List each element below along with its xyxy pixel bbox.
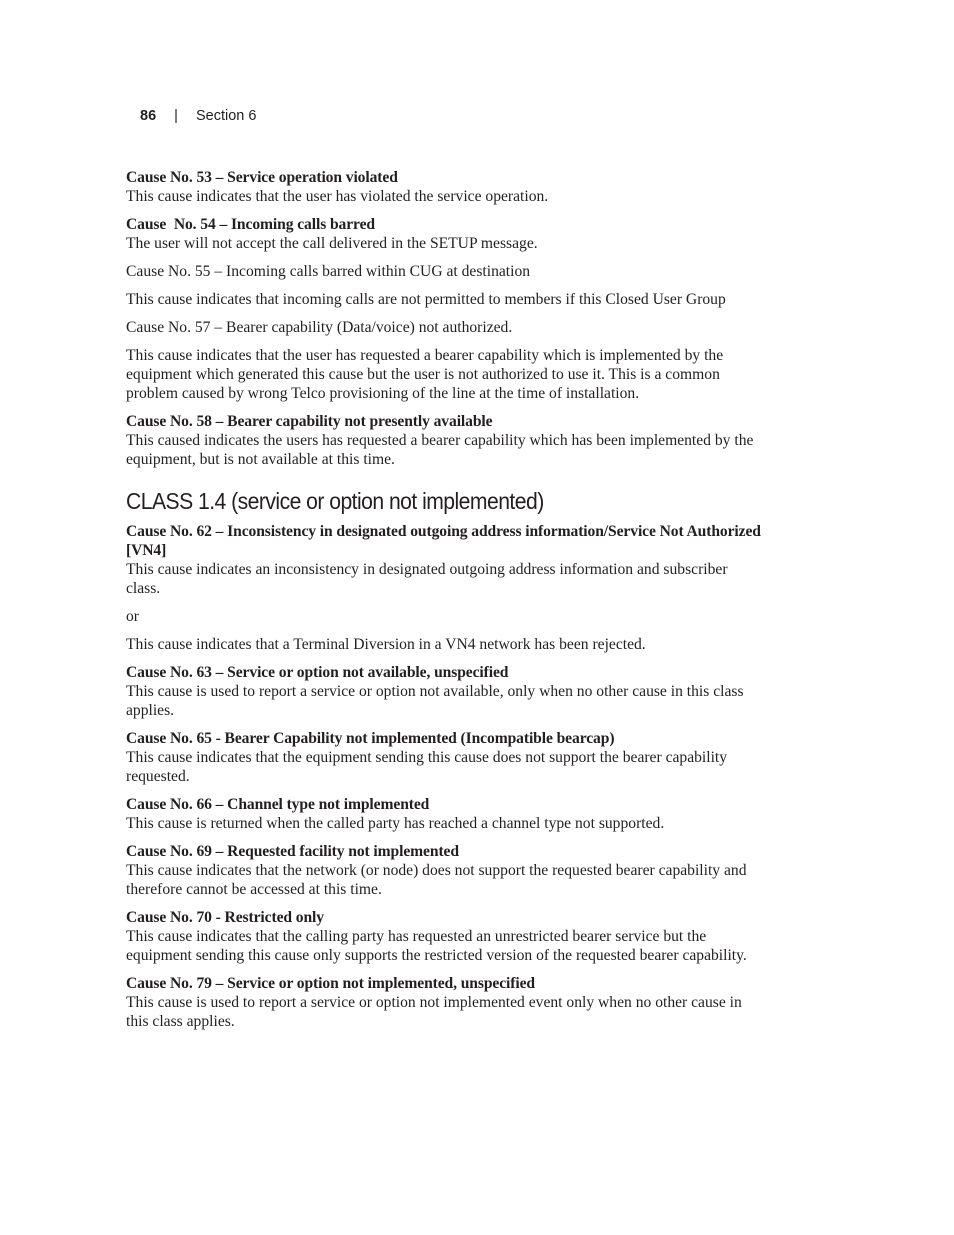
header-separator: | — [174, 108, 178, 124]
main-content — [126, 168, 762, 1040]
running-header — [140, 108, 256, 124]
cause-53-entry — [126, 168, 762, 206]
cause-62-body: This cause indicates an inconsistency in designated outgoing address information and subscriber class. — [126, 561, 728, 597]
cause-79-body: This cause is used to report a service or option not implemented event only when no other cause in this class applies. — [126, 994, 742, 1030]
cause-70-entry — [126, 908, 762, 965]
cause-69-body: This cause indicates that the network (or node) does not support the requested bearer capability and therefore cannot be accessed at this time. — [126, 862, 747, 898]
cause-69-title: Cause No. 69 – Requested facility not implemented — [126, 843, 459, 860]
page-number: 86 — [140, 108, 157, 124]
cause-54-body: The user will not accept the call delivered in the SETUP message. — [126, 235, 538, 252]
cause-58-title: Cause No. 58 – Bearer capability not presently available — [126, 413, 493, 430]
cause-70-title: Cause No. 70 - Restricted only — [126, 909, 324, 926]
cause-65-title: Cause No. 65 - Bearer Capability not implemented (Incompatible bearcap) — [126, 730, 615, 747]
cause-58-entry — [126, 412, 762, 469]
cause-66-entry — [126, 795, 762, 833]
cause-55-description: This cause indicates that incoming calls are not permitted to members if this Closed User Group — [126, 291, 726, 308]
section-label: Section 6 — [195, 108, 257, 124]
cause-66-title: Cause No. 66 – Channel type not implemented — [126, 796, 430, 813]
cause-79-title: Cause No. 79 – Service or option not implemented, unspecified — [126, 975, 536, 992]
cause-54-entry — [126, 215, 762, 253]
cause-62-entry — [126, 522, 762, 598]
cause-55-line: Cause No. 55 – Incoming calls barred within CUG at destination — [126, 263, 531, 280]
cause-65-body: This cause indicates that the equipment sending this cause does not support the bearer capability requested. — [126, 749, 728, 785]
cause-54-title: Cause No. 54 – Incoming calls barred — [126, 216, 375, 233]
cause-63-entry — [126, 663, 762, 720]
cause-62-or: or — [126, 608, 139, 625]
cause-66-body: This cause is returned when the called party has reached a channel type not supported. — [126, 815, 665, 832]
cause-57-description: This cause indicates that the user has requested a bearer capability which is implemented by the equipment which generated this cause but the user is not authorized to use it. This is a common problem caused by wrong Telco provisioning of the line at the time of installation. — [126, 347, 724, 402]
cause-63-body: This cause is used to report a service or option not available, only when no other cause in this class applies. — [126, 683, 744, 719]
cause-53-body: This cause indicates that the user has violated the service operation. — [126, 188, 549, 205]
cause-70-body: This cause indicates that the calling party has requested an unrestricted bearer service but the equipment sending this cause only supports the restricted version of the requested bearer capability. — [126, 928, 747, 964]
cause-79-entry — [126, 974, 762, 1031]
cause-53-title: Cause No. 53 – Service operation violated — [126, 169, 398, 186]
cause-69-entry — [126, 842, 762, 899]
cause-57-line: Cause No. 57 – Bearer capability (Data/voice) not authorized. — [126, 319, 513, 336]
cause-62-title: Cause No. 62 – Inconsistency in designated outgoing address information/Service Not Authorized [VN4] — [126, 523, 761, 559]
class-heading: CLASS 1.4 (service or option not implemented) — [126, 488, 544, 514]
cause-58-body: This caused indicates the users has requested a bearer capability which has been implemented by the equipment, but is not available at this time. — [126, 432, 754, 468]
cause-65-entry — [126, 729, 762, 786]
cause-63-title: Cause No. 63 – Service or option not available, unspecified — [126, 664, 509, 681]
cause-62-alt-description: This cause indicates that a Terminal Diversion in a VN4 network has been rejected. — [126, 636, 646, 653]
